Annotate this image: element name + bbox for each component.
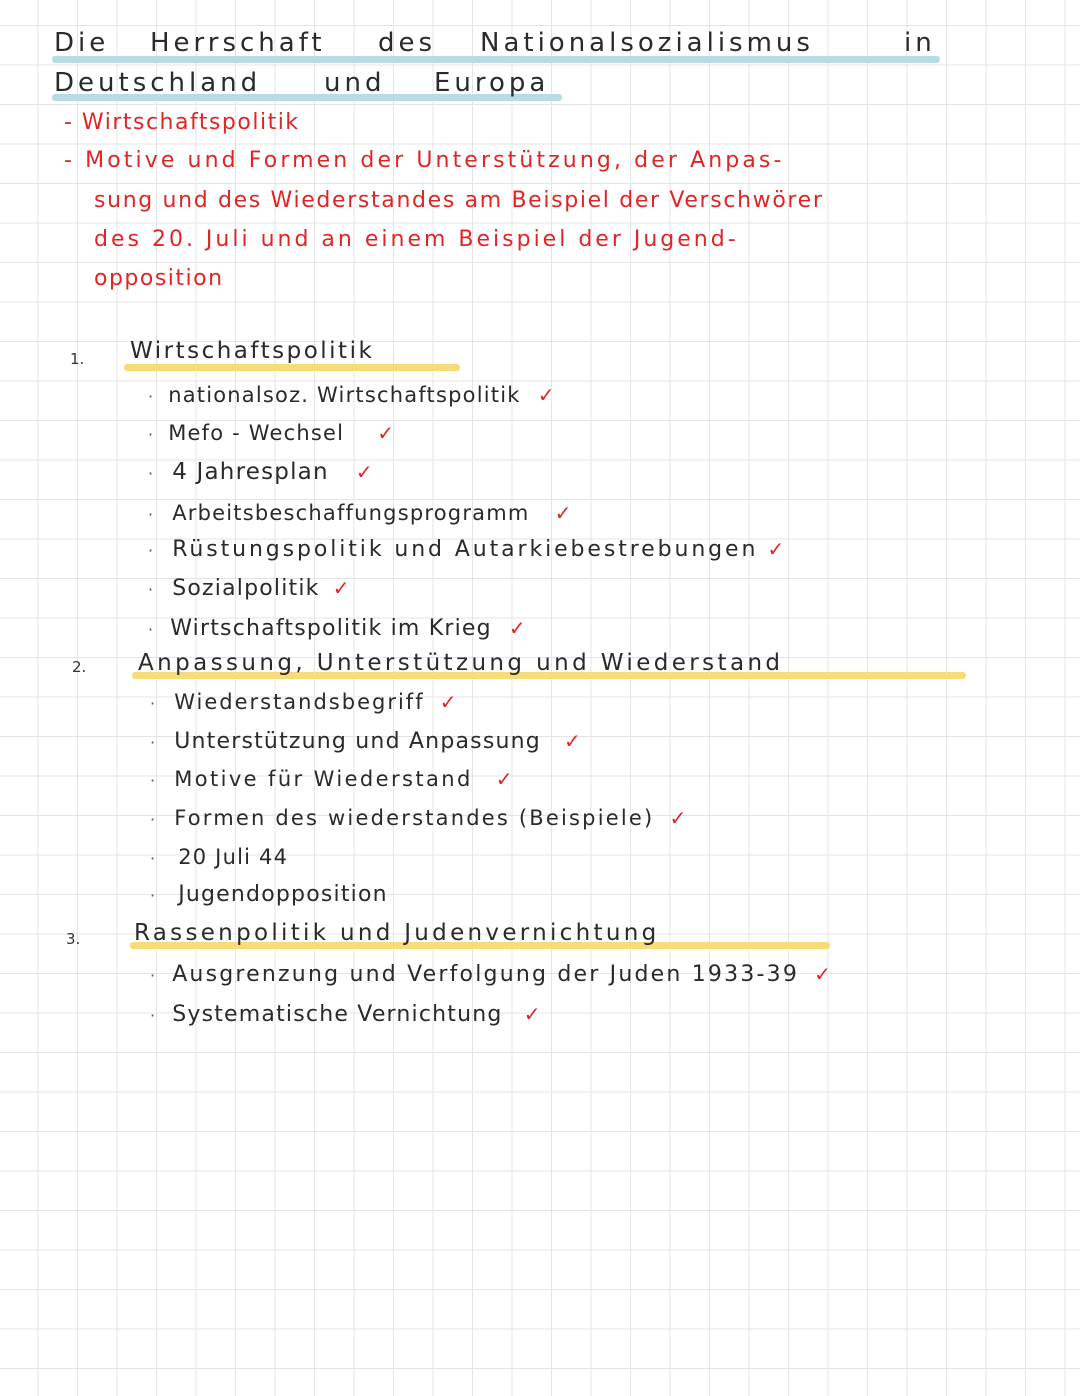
checkmark-icon: ✓ bbox=[564, 729, 581, 753]
bullet-dot: · bbox=[148, 464, 154, 483]
title-word: des bbox=[378, 28, 437, 58]
checkmark-icon: ✓ bbox=[495, 767, 513, 791]
section-title: Rassenpolitik und Judenvernichtung bbox=[134, 920, 660, 946]
list-item bbox=[150, 962, 831, 987]
title-word: Herrschaft bbox=[150, 28, 326, 58]
title-word: und bbox=[324, 68, 386, 98]
list-item bbox=[148, 421, 394, 445]
topic-motives-line4: opposition bbox=[94, 266, 224, 291]
list-item-text: Unterstützung und Anpassung bbox=[174, 729, 541, 754]
bullet-dot: · bbox=[150, 694, 156, 713]
section-number: 2. bbox=[72, 658, 87, 676]
list-item-text: 20 Juli 44 bbox=[178, 845, 289, 869]
list-item bbox=[148, 616, 526, 641]
list-item bbox=[150, 767, 513, 791]
title-word: Europa bbox=[434, 68, 550, 98]
list-item bbox=[148, 383, 554, 407]
checkmark-icon: ✓ bbox=[537, 383, 555, 407]
topic-economy: - Wirtschaftspolitik bbox=[64, 110, 300, 135]
list-item-text: Ausgrenzung und Verfolgung der Juden 1933-39 bbox=[172, 962, 800, 987]
list-item bbox=[148, 459, 373, 485]
checkmark-icon: ✓ bbox=[814, 962, 831, 986]
bullet-dot: · bbox=[148, 541, 154, 560]
checkmark-icon: ✓ bbox=[508, 616, 526, 640]
list-item bbox=[150, 806, 686, 830]
page-title bbox=[0, 28, 1080, 108]
bullet-dot: · bbox=[148, 580, 154, 599]
bullet-dot: · bbox=[148, 425, 154, 444]
list-item-text: Formen des wiederstandes (Beispiele) bbox=[174, 806, 655, 830]
bullet-dot: · bbox=[150, 733, 156, 752]
list-item bbox=[148, 501, 571, 525]
section-number: 1. bbox=[70, 350, 85, 368]
list-item bbox=[150, 690, 456, 714]
section-number: 3. bbox=[66, 930, 81, 948]
list-item-text: Systematische Vernichtung bbox=[172, 1002, 503, 1027]
section-highlight bbox=[124, 364, 460, 371]
bullet-dot: · bbox=[148, 505, 154, 524]
title-word: in bbox=[904, 28, 936, 58]
list-item-text: Jugendopposition bbox=[178, 882, 388, 907]
checkmark-icon: ✓ bbox=[439, 690, 457, 714]
topic-motives-line3: des 20. Juli und an einem Beispiel der Jugend- bbox=[94, 227, 739, 252]
title-word: Deutschland bbox=[54, 68, 262, 98]
checkmark-icon: ✓ bbox=[669, 806, 687, 830]
bullet-dot: · bbox=[148, 387, 154, 406]
list-item-text: Sozialpolitik bbox=[172, 576, 320, 601]
topic-motives-line1: - Motive und Formen der Unterstützung, der Anpas- bbox=[64, 148, 785, 173]
list-item-text: Rüstungspolitik und Autarkiebestrebungen bbox=[172, 537, 759, 562]
bullet-dot: · bbox=[150, 849, 156, 868]
checkmark-icon: ✓ bbox=[332, 576, 350, 600]
title-word: Nationalsozialismus bbox=[480, 28, 814, 58]
bullet-dot: · bbox=[150, 1006, 156, 1025]
list-item-text: Mefo - Wechsel bbox=[168, 421, 345, 445]
checkmark-icon: ✓ bbox=[767, 537, 785, 561]
section-title: Anpassung, Unterstützung und Wiederstand bbox=[138, 650, 784, 676]
list-item bbox=[148, 537, 784, 562]
topic-motives-line2: sung und des Wiederstandes am Beispiel der Verschwörer bbox=[94, 188, 824, 213]
checkmark-icon: ✓ bbox=[554, 501, 572, 525]
list-item bbox=[150, 845, 288, 869]
list-item-text: 4 Jahresplan bbox=[172, 459, 329, 485]
bullet-dot: · bbox=[150, 810, 156, 829]
bullet-dot: · bbox=[148, 620, 154, 639]
list-item bbox=[150, 882, 388, 907]
checkmark-icon: ✓ bbox=[355, 460, 373, 484]
section-title: Wirtschaftspolitik bbox=[130, 338, 375, 364]
list-item bbox=[150, 729, 581, 754]
checkmark-icon: ✓ bbox=[377, 421, 395, 445]
list-item bbox=[148, 576, 349, 601]
list-item-text: Wiederstandsbegriff bbox=[174, 690, 425, 714]
bullet-dot: · bbox=[150, 886, 156, 905]
bullet-dot: · bbox=[150, 771, 156, 790]
title-word: Die bbox=[54, 28, 110, 58]
bullet-dot: · bbox=[150, 966, 156, 985]
list-item-text: Motive für Wiederstand bbox=[174, 767, 473, 791]
checkmark-icon: ✓ bbox=[523, 1002, 541, 1026]
list-item-text: nationalsoz. Wirtschaftspolitik bbox=[168, 383, 521, 407]
list-item-text: Arbeitsbeschaffungsprogramm bbox=[172, 501, 530, 525]
list-item bbox=[150, 1002, 540, 1027]
list-item-text: Wirtschaftspolitik im Krieg bbox=[170, 616, 492, 641]
